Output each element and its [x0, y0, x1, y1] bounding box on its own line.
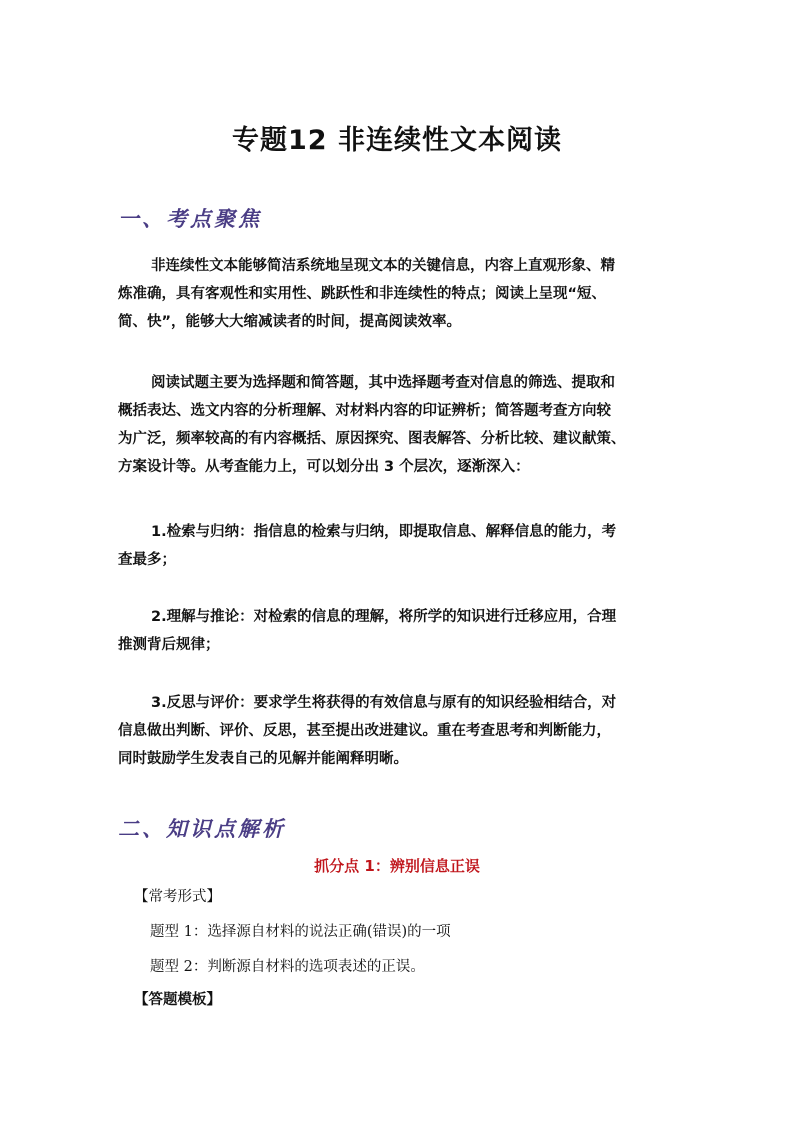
- paragraph-level-1: [118, 518, 688, 574]
- paragraph-line: 同时鼓励学生发表自己的见解并能阐释明晰。: [118, 751, 408, 767]
- paragraph-line: 信息做出判断、评价、反思，甚至提出改进建议。重在考查思考和判断能力，: [118, 723, 611, 739]
- paragraph-line: 非连续性文本能够简洁系统地呈现文本的关键信息，内容上直观形象、精: [151, 258, 615, 274]
- question-type-2: 题型 2：判断源自材料的选项表述的正误。: [150, 959, 425, 975]
- answer-template-label: 【答题模板】: [134, 992, 221, 1008]
- paragraph-line: 方案设计等。从考查能力上，可以划分出 3 个层次，逐渐深入：: [118, 459, 530, 475]
- common-forms-label: 【常考形式】: [134, 889, 221, 905]
- paragraph-level-2: [118, 603, 688, 659]
- paragraph-line: 推测背后规律；: [118, 637, 220, 653]
- point-title: 抓分点 1：辨别信息正误: [314, 857, 480, 875]
- paragraph-line: 3.反思与评价：要求学生将获得的有效信息与原有的知识经验相结合，对: [151, 695, 617, 711]
- paragraph-line: 1.检索与归纳：指信息的检索与归纳，即提取信息、解释信息的能力，考: [151, 524, 617, 540]
- paragraph-intro: [118, 252, 688, 336]
- paragraph-line: 炼准确，具有客观性和实用性、跳跃性和非连续性的特点；阅读上呈现“短、: [118, 286, 607, 302]
- paragraph-line: 简、快”，能够大大缩减读者的时间，提高阅读效率。: [118, 314, 462, 330]
- paragraph-line: 阅读试题主要为选择题和简答题，其中选择题考查对信息的筛选、提取和: [151, 375, 615, 391]
- section-heading-focus: 一、考点聚焦: [118, 206, 262, 231]
- paragraph-line: 为广泛，频率较高的有内容概括、原因探究、图表解答、分析比较、建议献策、: [118, 431, 626, 447]
- question-type-1: 题型 1：选择源自材料的说法正确(错误)的一项: [150, 924, 451, 940]
- paragraph-level-3: [118, 689, 688, 773]
- paragraph-question-types: [118, 369, 688, 481]
- paragraph-line: 查最多；: [118, 552, 176, 568]
- page-title: 专题12 非连续性文本阅读: [232, 125, 562, 156]
- section-heading-analysis: 二、知识点解析: [118, 816, 286, 841]
- paragraph-line: 概括表达、选文内容的分析理解、对材料内容的印证辨析；简答题考查方向较: [118, 403, 611, 419]
- paragraph-line: 2.理解与推论：对检索的信息的理解，将所学的知识进行迁移应用，合理: [151, 609, 617, 625]
